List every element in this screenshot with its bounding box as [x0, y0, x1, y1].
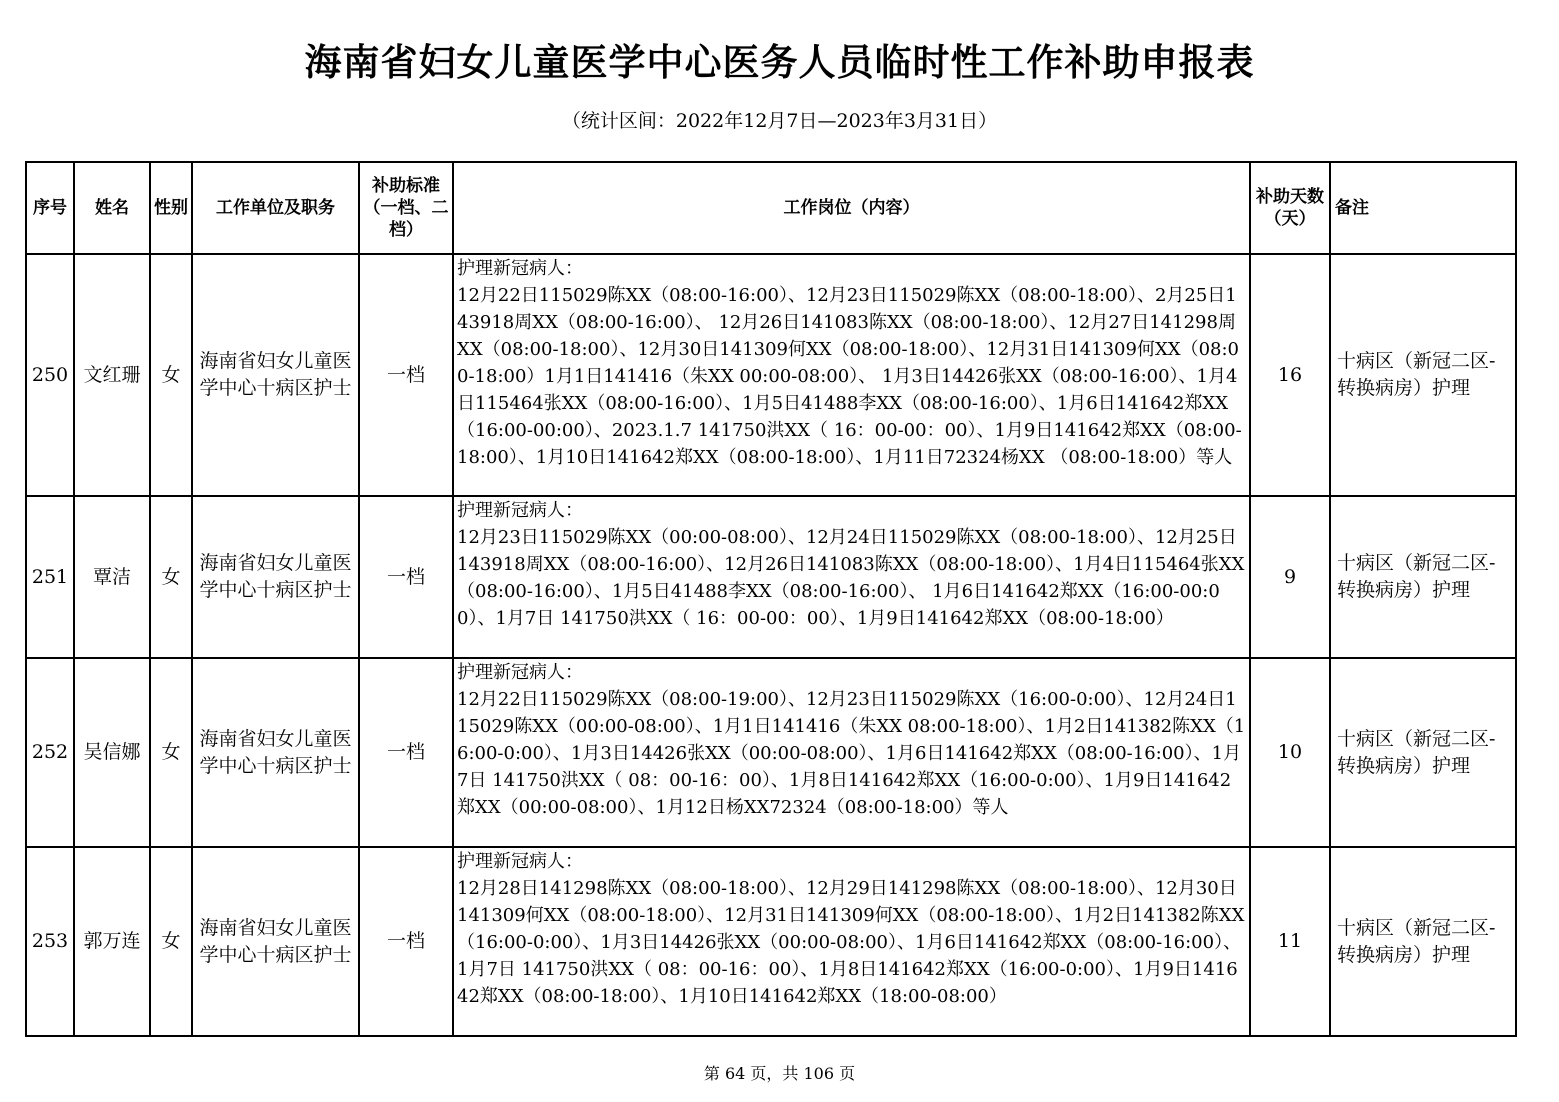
- header-days: 补助天数（天）: [1250, 162, 1330, 254]
- header-standard: 补助标准（一档、二档）: [359, 162, 453, 254]
- cell-post: 护理新冠病人： 12月28日141298陈XX（08:00-18:00）、12月29日141298陈XX（08:00-18:00）、12月30日141309何XX（08:00-18:00）、12月31日141309何XX（08:00-18:00）、1月2日141382陈XX（16:00-0:00）、1月3日14426张XX（00:00-08:00）、1月6日141642郑XX（08:00-16:00）、1月7日 141750洪XX（ 08：00-16：00）、1月8日141642郑XX（16:00-0:00）、1月9日141642郑XX（08:00-18:00）、1月10日141642郑XX（18:00-08:00）: [453, 847, 1250, 1036]
- header-name: 姓名: [74, 162, 150, 254]
- statistics-period: （统计区间：2022年12月7日—2023年3月31日）: [561, 110, 998, 132]
- cell-standard: 一档: [359, 254, 453, 496]
- cell-days: 10: [1250, 658, 1330, 847]
- table-row: [26, 496, 1516, 658]
- cell-gender: 女: [150, 254, 192, 496]
- cell-unit: 海南省妇女儿童医学中心十病区护士: [192, 847, 359, 1036]
- cell-days: 16: [1250, 254, 1330, 496]
- cell-note: 十病区（新冠二区-转换病房）护理: [1330, 847, 1516, 1036]
- cell-unit: 海南省妇女儿童医学中心十病区护士: [192, 496, 359, 658]
- cell-name: 覃洁: [74, 496, 150, 658]
- cell-post: 护理新冠病人： 12月22日115029陈XX（08:00-19:00）、12月23日115029陈XX（16:00-0:00）、12月24日115029陈XX（00:00-08:00）、1月1日141416（朱XX 08:00-18:00）、1月2日141382陈XX（16:00-0:00）、1月3日14426张XX（00:00-08:00）、1月6日141642郑XX（08:00-16:00）、1月7日 141750洪XX（ 08：00-16：00）、1月8日141642郑XX（16:00-0:00）、1月9日141642郑XX（00:00-08:00）、1月12日杨XX72324（08:00-18:00）等人: [453, 658, 1250, 847]
- table-row: [26, 254, 1516, 496]
- header-seq: 序号: [26, 162, 74, 254]
- header-unit: 工作单位及职务: [192, 162, 359, 254]
- cell-seq: 251: [26, 496, 74, 658]
- subsidy-table: [25, 161, 1517, 1037]
- cell-name: 郭万连: [74, 847, 150, 1036]
- cell-note: 十病区（新冠二区-转换病房）护理: [1330, 496, 1516, 658]
- cell-note: 十病区（新冠二区-转换病房）护理: [1330, 658, 1516, 847]
- cell-post: 护理新冠病人： 12月23日115029陈XX（00:00-08:00）、12月24日115029陈XX（08:00-18:00）、12月25日143918周XX（08:00-16:00）、12月26日141083陈XX（08:00-18:00）、1月4日115464张XX（08:00-16:00）、1月5日41488李XX（08:00-16:00）、 1月6日141642郑XX（16:00-00:00）、1月7日 141750洪XX（ 16：00-00：00）、1月9日141642郑XX（08:00-18:00）: [453, 496, 1250, 658]
- header-post: 工作岗位（内容）: [453, 162, 1250, 254]
- cell-days: 11: [1250, 847, 1330, 1036]
- cell-standard: 一档: [359, 496, 453, 658]
- cell-gender: 女: [150, 496, 192, 658]
- cell-seq: 252: [26, 658, 74, 847]
- cell-seq: 250: [26, 254, 74, 496]
- table-row: [26, 847, 1516, 1036]
- table-row: [26, 658, 1516, 847]
- cell-note: 十病区（新冠二区-转换病房）护理: [1330, 254, 1516, 496]
- cell-gender: 女: [150, 847, 192, 1036]
- page-title: 海南省妇女儿童医学中心医务人员临时性工作补助申报表: [304, 41, 1255, 84]
- cell-standard: 一档: [359, 658, 453, 847]
- header-row: [26, 162, 1516, 254]
- page-number: 第 64 页，共 106 页: [703, 1064, 856, 1083]
- cell-name: 吴信娜: [74, 658, 150, 847]
- cell-days: 9: [1250, 496, 1330, 658]
- header-gender: 性别: [150, 162, 192, 254]
- cell-seq: 253: [26, 847, 74, 1036]
- cell-unit: 海南省妇女儿童医学中心十病区护士: [192, 254, 359, 496]
- cell-standard: 一档: [359, 847, 453, 1036]
- header-note: 备注: [1330, 162, 1516, 254]
- cell-unit: 海南省妇女儿童医学中心十病区护士: [192, 658, 359, 847]
- cell-post: 护理新冠病人： 12月22日115029陈XX（08:00-16:00）、12月23日115029陈XX（08:00-18:00）、2月25日143918周XX（08:00-16:00）、 12月26日141083陈XX（08:00-18:00）、12月27日141298周XX（08:00-18:00）、12月30日141309何XX（08:00-18:00）、12月31日141309何XX（08:00-18:00）1月1日141416（朱XX 00:00-08:00）、 1月3日14426张XX（08:00-16:00）、1月4日115464张XX（08:00-16:00）、1月5日41488李XX（08:00-16:00）、1月6日141642郑XX（16:00-00:00）、2023.1.7 141750洪XX（ 16：00-00：00）、1月9日141642郑XX（08:00-18:00）、1月10日141642郑XX（08:00-18:00）、1月11日72324杨XX （08:00-18:00）等人: [453, 254, 1250, 496]
- cell-name: 文红珊: [74, 254, 150, 496]
- cell-gender: 女: [150, 658, 192, 847]
